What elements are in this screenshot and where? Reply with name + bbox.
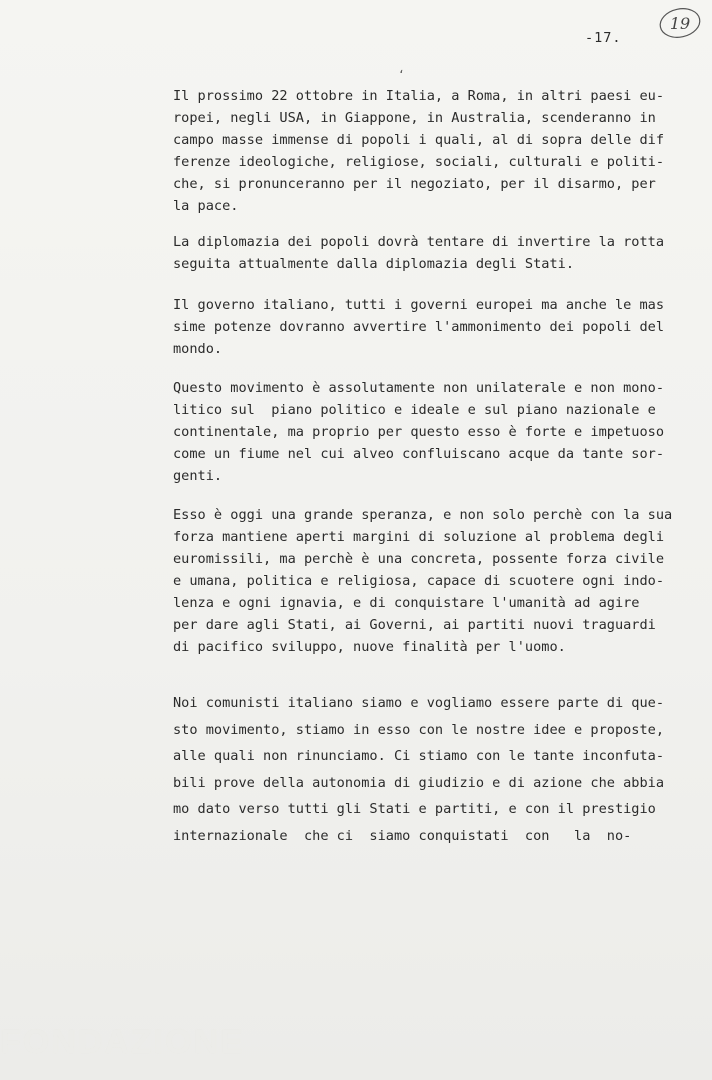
- text-line: Questo movimento è assolutamente non unilaterale e non mono-: [173, 380, 665, 396]
- text-line: lenza e ogni ignavia, e di conquistare l'umanità ad agire: [173, 595, 640, 611]
- text-line: litico sul piano politico e ideale e sul piano nazionale e: [173, 402, 656, 418]
- text-line: e umana, politica e religiosa, capace di scuotere ogni indo-: [173, 573, 665, 589]
- text-line: campo masse immense di popoli i quali, al di sopra delle dif: [173, 132, 665, 148]
- text-line: Il prossimo 22 ottobre in Italia, a Roma, in altri paesi eu-: [173, 88, 665, 104]
- text-line: seguita attualmente dalla diplomazia degli Stati.: [173, 256, 575, 272]
- text-line: la pace.: [173, 198, 239, 214]
- archive-stamp: [655, 6, 703, 40]
- text-line: continentale, ma proprio per questo esso è forte e impetuoso: [173, 424, 665, 440]
- paragraph-1: [173, 85, 693, 217]
- page-number: -17.: [585, 30, 622, 46]
- text-line: Noi comunisti italiano siamo e vogliamo essere parte di que-: [173, 695, 665, 711]
- text-line: sto movimento, stiamo in esso con le nostre idee e proposte,: [173, 721, 665, 738]
- text-line: ferenze ideologiche, religiose, sociali, culturali e politi-: [173, 154, 665, 170]
- text-line: Il governo italiano, tutti i governi europei ma anche le mas: [173, 297, 665, 313]
- stamp-number: 19: [669, 14, 691, 33]
- text-line: come un fiume nel cui alveo confluiscano acque da tante sor-: [173, 446, 665, 462]
- text-line: La diplomazia dei popoli dovrà tentare di invertire la rotta: [173, 234, 665, 250]
- text-line: euromissili, ma perchè è una concreta, possente forza civile: [173, 551, 665, 567]
- text-line: Esso è oggi una grande speranza, e non solo perchè con la sua: [173, 507, 673, 523]
- text-line: genti.: [173, 468, 223, 484]
- text-line: di pacifico sviluppo, nuove finalità per l'uomo.: [173, 639, 566, 655]
- text-line: che, si pronunceranno per il negoziato, per il disarmo, per: [173, 176, 656, 192]
- paragraph-3: [173, 294, 693, 360]
- paragraph-2: [173, 231, 693, 275]
- text-line: sime potenze dovranno avvertire l'ammonimento dei popoli del: [173, 319, 665, 335]
- text-line: mo dato verso tutti gli Stati e partiti, e con il prestigio: [173, 801, 656, 817]
- stamp-circle-icon: [655, 6, 703, 40]
- watermark: FONDAZIONE: [0, 1023, 245, 1061]
- stray-mark: ʻ: [398, 68, 405, 81]
- text-line: alle quali non rinunciamo. Ci stiamo con le tante inconfuta-: [173, 748, 665, 764]
- paragraph-5: [173, 504, 693, 658]
- text-line: per dare agli Stati, ai Governi, ai partiti nuovi traguardi: [173, 617, 656, 633]
- text-line: forza mantiene aperti margini di soluzione al problema degli: [173, 529, 665, 545]
- text-line: internazionale che ci siamo conquistati con la no-: [173, 827, 632, 844]
- paragraph-6: [173, 690, 693, 849]
- text-line: ropei, negli USA, in Giappone, in Australia, scenderanno in: [173, 110, 656, 126]
- paragraph-4: [173, 377, 693, 487]
- text-line: bili prove della autonomia di giudizio e di azione che abbia: [173, 774, 665, 791]
- text-line: mondo.: [173, 341, 223, 357]
